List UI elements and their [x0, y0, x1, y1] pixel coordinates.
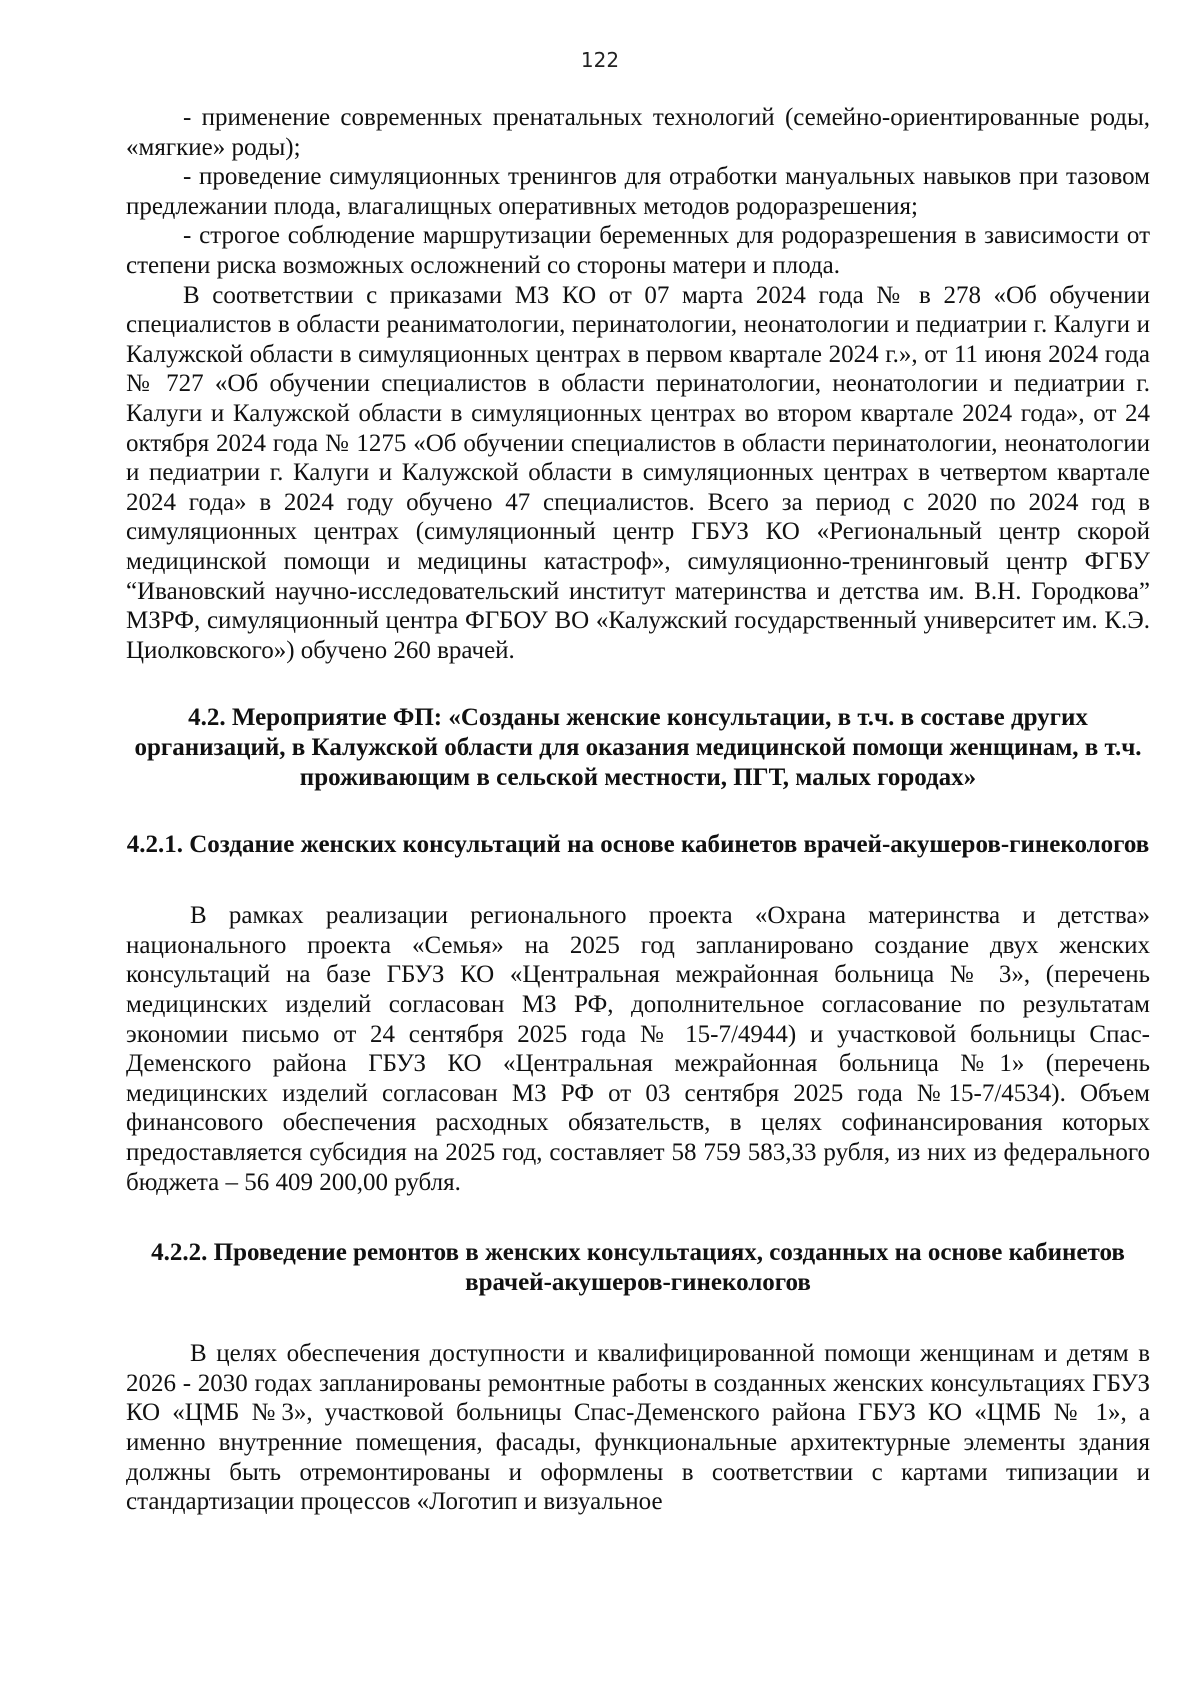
document-body [126, 103, 1150, 1517]
paragraph-routing: - строгое соблюдение маршрутизации беременных для родоразрешения в зависимости от степени риска возможных осложнений со стороны матери и плода. [126, 222, 1150, 279]
paragraph-repairs: В целях обеспечения доступности и квалифицированной помощи женщинам и детям в 2026 - 2030 годах запланированы ремонтные работы в созданных женских консультациях ГБУЗ КО «ЦМБ №3», участковой больницы Спас-Деменского района ГБУЗ КО «ЦМБ № 1», а именно внутренние помещения, фасады, функциональные архитектурные элементы здания должны быть отремонтированы и оформлены в соответствии с картами типизации и стандартизации процессов «Логотип и визуальное [126, 1340, 1150, 1516]
heading-4-2: 4.2. Мероприятие ФП: «Созданы женские консультации, в т.ч. в составе других организаций, в Калужской области для оказания медицинской помощи женщинам, в т.ч. проживающим в сельской местности, ПГТ, малых городах» [134, 704, 1142, 792]
paragraph-orders-training: В соответствии с приказами МЗ КО от 07 марта 2024 года № в 278 «Об обучении специалистов в области реаниматологии, перинатологии, неонатологии и педиатрии г. Калуги и Калужской области в симуляционных центрах в первом квартале 2024 г.», от 11 июня 2024 года № 727 «Об обучении специалистов в области перинатологии, неонатологии и педиатрии г. Калуги и Калужской области в симуляционных центрах во втором квартале 2024 года», от 24 октября 2024 года № 1275 «Об обучении специалистов в области перинатологии, неонатологии и педиатрии г. Калуги и Калужской области в симуляционных центрах в четвертом квартале 2024 года» в 2024 году обучено 47 специалистов. Всего за период с 2020 по 2024 год в симуляционных центрах (симуляционный центр ГБУЗ КО «Региональный центр скорой медицинской помощи и медицины катастроф», симуляционно-тренинговый центр ФГБУ “Ивановский научно-исследовательский институт материнства и детства им. В.Н. Городкова” МЗРФ, симуляционный центра ФГБОУ ВО «Калужский государственный университет им. К.Э. Циолковского») обучено 260 врачей. [126, 281, 1150, 664]
paragraph-simulation-trainings: - проведение симуляционных тренингов для отработки мануальных навыков при тазовом предлежании плода, влагалищных оперативных методов родоразрешения; [126, 163, 1150, 220]
paragraph-prenatal-technologies: - применение современных пренатальных технологий (семейно-ориентированные роды, «мягкие» роды); [126, 104, 1150, 161]
heading-4-2-1: 4.2.1. Создание женских консультаций на основе кабинетов врачей-акушеров-гинекологов [126, 831, 1150, 859]
page-number: 122 [580, 48, 620, 72]
paragraph-consultations-creation: В рамках реализации регионального проекта «Охрана материнства и детства» национального проекта «Семья» на 2025 год запланировано создание двух женских консультаций на базе ГБУЗ КО «Центральная межрайонная больница № 3», (перечень медицинских изделий согласован МЗ РФ, дополнительное согласование по результатам экономии письмо от 24 сентября 2025 года № 15-7/4944) и участковой больницы Спас-Деменского района ГБУЗ КО «Центральная межрайонная больница №1» (перечень медицинских изделий согласован МЗ РФ от 03 сентября 2025 года №15-7/4534). Объем финансового обеспечения расходных обязательств, в целях софинансирования которых предоставляется субсидия на 2025 год, составляет 58 759 583,33 рубля, из них из федерального бюджета – 56 409 200,00 рубля. [126, 902, 1150, 1196]
heading-4-2-2: 4.2.2. Проведение ремонтов в женских консультациях, созданных на основе кабинетов врачей-акушеров-гинекологов [151, 1239, 1125, 1297]
